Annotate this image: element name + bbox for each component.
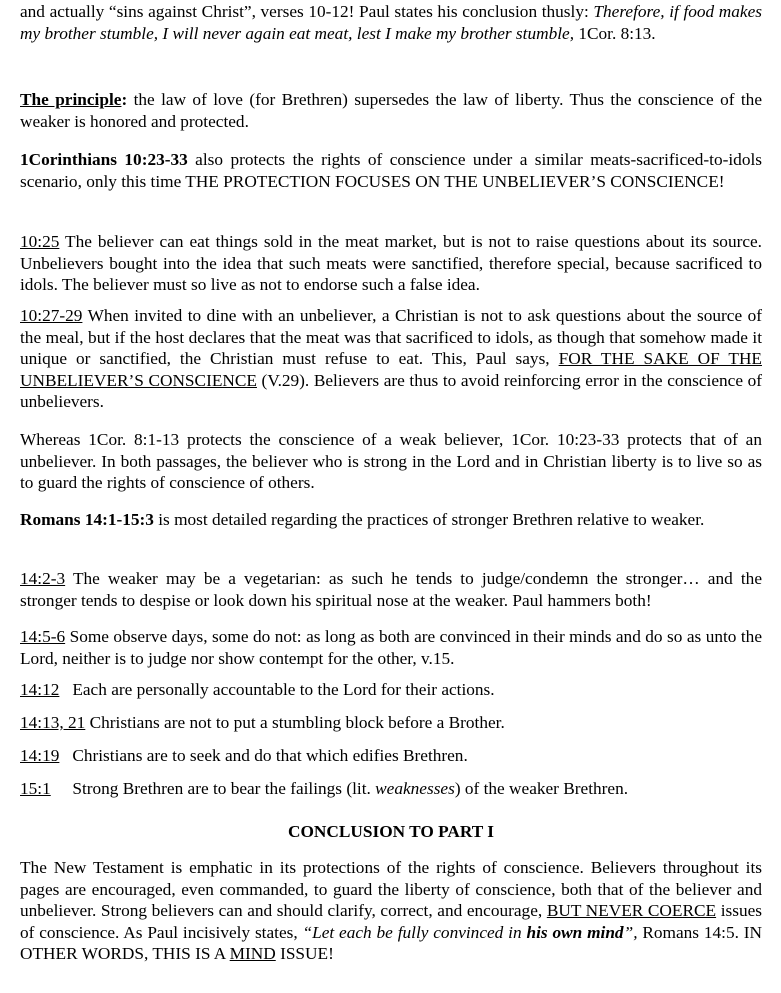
verse-reference: 15:1 — [20, 779, 51, 798]
paragraph-intro — [20, 1, 762, 44]
paragraph-14-13-21 — [20, 712, 762, 734]
italic-word: weaknesses — [375, 779, 455, 798]
scripture-quote: “Let each be fully convinced in — [302, 922, 527, 942]
scripture-reference: 1Cor. 8:13. — [574, 23, 656, 43]
paragraph-14-5-6 — [20, 626, 762, 669]
emphasis-mind: MIND — [229, 944, 276, 964]
paragraph-text: Christians are not to put a stumbling block before a Brother. — [85, 713, 505, 732]
verse-reference: 14:13, 21 — [20, 713, 86, 732]
paragraph-text-final: ISSUE! — [275, 944, 334, 964]
paragraph-1cor-10 — [20, 149, 762, 192]
verse-reference: 14:5-6 — [20, 627, 66, 646]
paragraph-text-mid: issues of conscience. As Paul incisively states, — [20, 901, 762, 942]
scripture-quote: Therefore, if food makes my brother stumble, I will never again eat meat, lest I make my brother stumble, — [20, 2, 762, 43]
paragraph-text: The believer can eat things sold in the meat market, but is not to raise questions about its source. Unbelievers bought into the idea that such meats were sanctified, therefore special, because sacrificed to idols. The believer must so live as not to endorse such a false idea. — [20, 232, 762, 295]
paragraph-whereas — [20, 429, 762, 494]
verse-reference: 10:25 — [20, 232, 60, 251]
paragraph-text: The New Testament is emphatic in its protections of the rights of conscience. Believers throughout its pages are encouraged, even commanded, to guard the liberty of conscience, both that of the believer and unbeliever. Strong believers can and should clarify, correct, and encourage, — [20, 858, 762, 921]
paragraph-14-2-3 — [20, 568, 762, 611]
scripture-reference: Romans 14:5. IN OTHER WORDS, THIS IS A — [20, 922, 762, 964]
paragraph-14-19 — [20, 745, 762, 767]
paragraph-principle — [20, 89, 762, 132]
paragraph-text: also protects the rights of conscience under a similar meats-sacrificed-to-idols scenario, only this time THE PROTECTION FOCUSES ON THE UNBELIEVER’S CONSCIENCE! — [20, 150, 762, 191]
paragraph-intro-text: and actually “sins against Christ”, verses 10-12! Paul states his conclusion thusly: — [20, 2, 594, 21]
paragraph-romans-14 — [20, 509, 762, 531]
passage-reference: Romans 14:1-15:3 — [20, 510, 154, 529]
paragraph-text-end: (V.29). Believers are thus to avoid reinforcing error in the conscience of unbelievers. — [20, 370, 763, 412]
scripture-quote-end: ”, — [623, 922, 638, 942]
verse-reference: 10:27-29 — [20, 306, 83, 325]
paragraph-text: Strong Brethren are to bear the failings (lit. — [50, 779, 376, 798]
section-heading: CONCLUSION TO PART I — [287, 822, 494, 841]
paragraph-14-12 — [20, 679, 762, 701]
emphasis-underlined: BUT NEVER COERCE — [546, 901, 717, 921]
verse-reference: 14:12 — [20, 680, 60, 699]
paragraph-text: The weaker may be a vegetarian: as such he tends to judge/condemn the stronger… and the stronger tends to despise or look down his spiritual nose at the weaker. Paul hammers both! — [20, 569, 762, 610]
principle-label: The principle — [20, 90, 122, 109]
scripture-quote-bold: his own mind — [526, 922, 624, 942]
paragraph-text-end: ) of the weaker Brethren. — [454, 779, 629, 798]
paragraph-10-25 — [20, 231, 762, 296]
paragraph-text: Whereas 1Cor. 8:1-13 protects the conscience of a weak believer, 1Cor. 10:23-33 protects that of an unbeliever. In both passages, the believer who is strong in the Lord and in Christian liberty is to live so as to guard the rights of conscience of others. — [20, 430, 762, 493]
paragraph-text: Christians are to seek and do that which edifies Brethren. — [59, 746, 468, 765]
paragraph-10-27-29 — [20, 305, 762, 413]
verse-reference: 14:2-3 — [20, 569, 66, 588]
principle-text: the law of love (for Brethren) supersedes the law of liberty. Thus the conscience of the weaker is honored and protected. — [20, 90, 762, 131]
paragraph-15-1 — [20, 778, 762, 800]
paragraph-text: When invited to dine with an unbeliever, a Christian is not to ask questions about the source of the meal, but if the host declares that the meat was that sacrificed to idols, as though that somehow made it unique or sanctified, the Christian must refuse to eat. This, Paul says, — [20, 306, 762, 369]
paragraph-conclusion — [20, 857, 762, 965]
passage-reference: 1Corinthians 10:23-33 — [20, 150, 188, 169]
verse-reference: 14:19 — [20, 746, 60, 765]
paragraph-text: Some observe days, some do not: as long as both are convinced in their minds and do so as unto the Lord, neither is to judge nor show contempt for the other, v.15. — [20, 627, 762, 668]
paragraph-text: is most detailed regarding the practices of stronger Brethren relative to weaker. — [153, 510, 705, 529]
emphasis-underlined: FOR THE SAKE OF THE UNBELIEVER’S CONSCIENCE — [20, 349, 762, 390]
paragraph-text: Each are personally accountable to the Lord for their actions. — [59, 680, 495, 699]
principle-colon: : — [121, 90, 128, 109]
